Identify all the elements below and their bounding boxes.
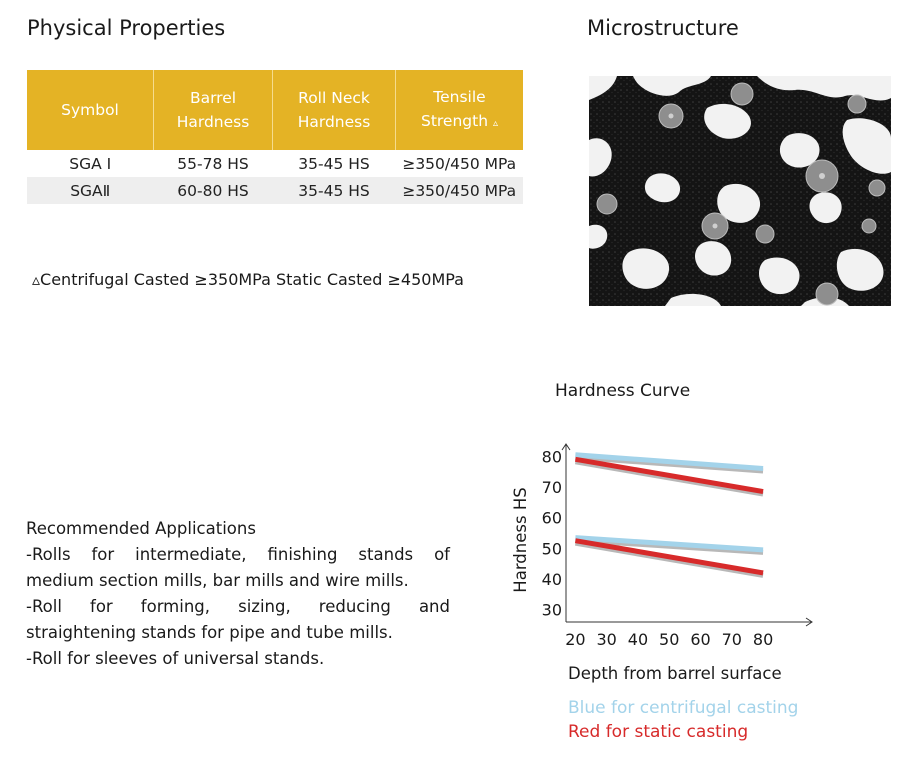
application-line: -Roll for sleeves of universal stands. [26,649,325,668]
physical-properties-table [27,70,523,204]
legend-static: Red for static casting [568,722,749,742]
x-tick-label: 40 [627,630,649,649]
x-tick-label: 20 [565,630,586,649]
y-tick-label: 50 [541,539,562,559]
header-mark: ▵ [492,117,499,129]
table-cell: 35-45 HS [273,177,396,204]
microstructure-heading: Microstructure [587,16,739,40]
legend-centrifugal: Blue for centrifugal casting [568,698,799,718]
application-line: -Roll for forming, sizing, reducing and [26,597,450,616]
application-line: straightening stands for pipe and tube mills. [26,623,393,642]
table-row [27,150,523,177]
header-tensile-strength [396,70,524,150]
header-line: Tensile [433,87,486,106]
hardness-chart [500,430,820,690]
header-line: Strength [420,111,489,130]
header-barrel-hardness [154,70,273,150]
recommended-applications [26,516,450,672]
y-tick-label: 70 [541,477,562,497]
table-cell: 55-78 HS [154,150,273,177]
table-cell: SGAⅡ [27,177,154,204]
header-line: Hardness [297,113,371,131]
x-tick-label: 70 [721,630,742,649]
header-symbol [27,70,154,150]
header-line: Barrel [189,89,237,107]
microstructure-image [589,76,891,306]
tensile-footnote: ▵Centrifugal Casted ≥350MPa Static Casted ≥450MPa [32,270,464,289]
y-tick-label: 60 [541,508,562,528]
header-line: Hardness [176,113,250,131]
application-line: medium section mills, bar mills and wire mills. [26,571,409,590]
x-axis-label: Depth from barrel surface [568,664,782,683]
applications-heading: Recommended Applications [26,519,256,538]
table-header-row [27,70,523,150]
header-line: Symbol [61,101,119,119]
header-line: Roll Neck [298,89,370,107]
x-tick-label: 50 [659,630,680,649]
table-cell: ≥350/450 MPa [396,150,524,177]
x-tick-label: 60 [690,630,711,649]
y-tick-label: 30 [541,600,562,620]
header-roll-neck-hardness [273,70,396,150]
table-row [27,177,523,204]
table-cell: ≥350/450 MPa [396,177,524,204]
y-tick-label: 40 [541,570,562,590]
y-axis-label: Hardness HS [511,487,530,593]
application-line: -Rolls for intermediate, finishing stands of [26,545,450,564]
microstructure-graphic [589,76,891,306]
table-cell: 60-80 HS [154,177,273,204]
y-tick-label: 80 [541,447,562,467]
chart-title: Hardness Curve [555,381,691,401]
table-cell: SGA I [27,150,154,177]
table-cell: 35-45 HS [273,150,396,177]
x-tick-label: 80 [752,630,774,649]
x-tick-label: 30 [596,630,617,649]
physical-properties-heading: Physical Properties [27,16,226,40]
